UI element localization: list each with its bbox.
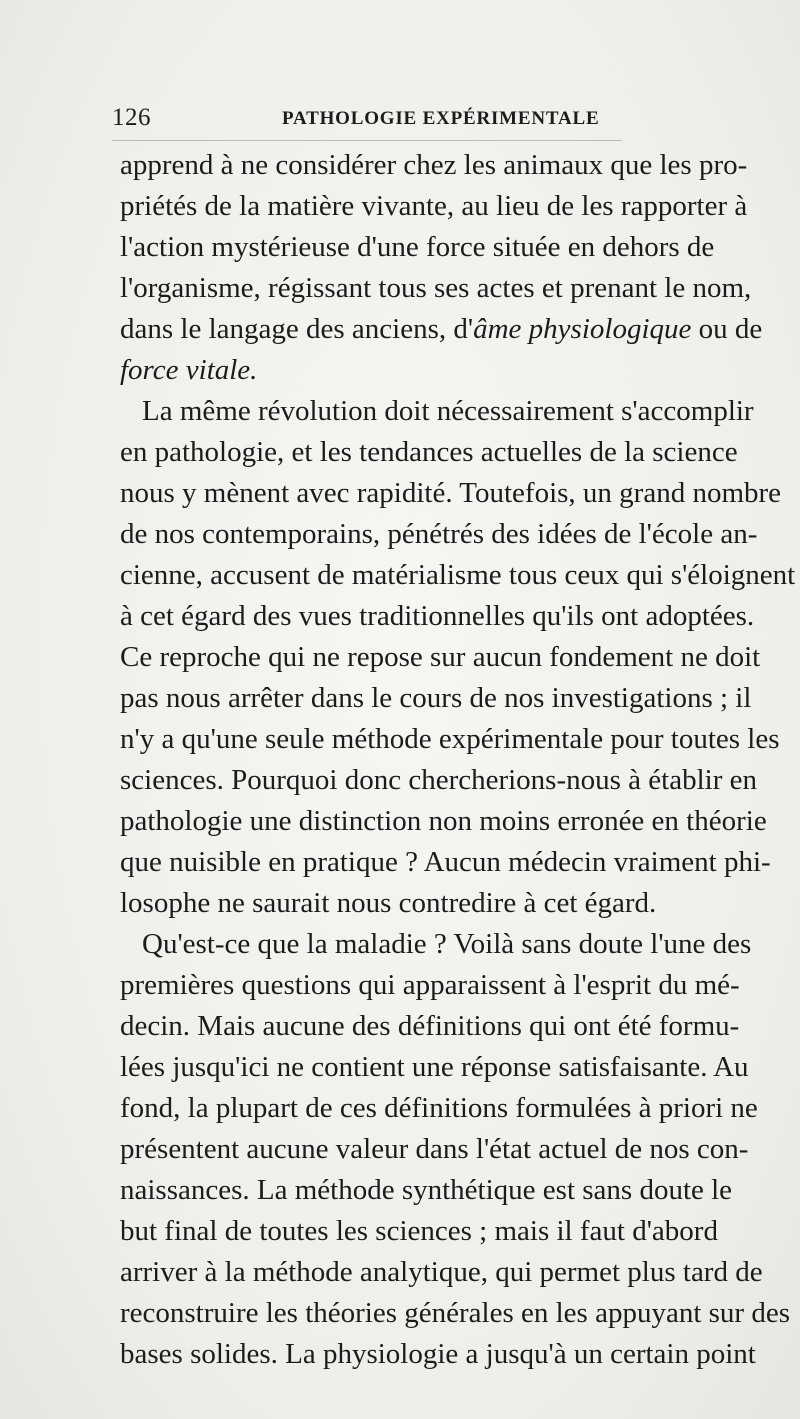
italic-term: force vitale. bbox=[120, 354, 258, 386]
text-line: nous y mènent avec rapidité. Toutefois, un grand nombre bbox=[120, 477, 782, 509]
text-line: en pathologie, et les tendances actuelles de la science bbox=[120, 436, 738, 468]
text-line: but final de toutes les sciences ; mais il faut d'abord bbox=[120, 1215, 718, 1247]
text-line: naissances. La méthode synthétique est sans doute le bbox=[120, 1174, 733, 1206]
text-line: losophe ne saurait nous contredire à cet égard. bbox=[120, 887, 657, 919]
text-line: priétés de la matière vivante, au lieu de les rapporter à bbox=[120, 190, 748, 222]
text-line: fond, la plupart de ces définitions formulées à priori ne bbox=[120, 1092, 758, 1124]
text-line: que nuisible en pratique ? Aucun médecin vraiment phi- bbox=[120, 846, 771, 878]
text-line: Ce reproche qui ne repose sur aucun fondement ne doit bbox=[120, 641, 761, 673]
page-number: 126 bbox=[112, 104, 151, 131]
text-fragment: ou de bbox=[691, 313, 763, 345]
text-line: apprend à ne considérer chez les animaux que les pro- bbox=[120, 149, 748, 181]
text-line: de nos contemporains, pénétrés des idées de l'école an- bbox=[120, 518, 758, 550]
text-line: présentent aucune valeur dans l'état actuel de nos con- bbox=[120, 1133, 749, 1165]
paragraph-start: La même révolution doit nécessairement s'accomplir bbox=[142, 395, 754, 427]
header-rule bbox=[112, 140, 622, 141]
text-line: bases solides. La physiologie a jusqu'à un certain point bbox=[120, 1338, 756, 1370]
paragraph-start: Qu'est-ce que la maladie ? Voilà sans doute l'une des bbox=[142, 928, 752, 960]
text-line: sciences. Pourquoi donc chercherions-nous à établir en bbox=[120, 764, 757, 796]
text-line: n'y a qu'une seule méthode expérimentale pour toutes les bbox=[120, 723, 780, 755]
running-title: PATHOLOGIE EXPÉRIMENTALE bbox=[282, 108, 600, 129]
text-line: l'action mystérieuse d'une force située en dehors de bbox=[120, 231, 715, 263]
text-line: arriver à la méthode analytique, qui permet plus tard de bbox=[120, 1256, 763, 1288]
italic-term: âme physiologique bbox=[473, 313, 692, 345]
text-line: pas nous arrêter dans le cours de nos investigations ; il bbox=[120, 682, 752, 714]
text-line: reconstruire les théories générales en les appuyant sur des bbox=[120, 1297, 790, 1329]
text-line: cienne, accusent de matérialisme tous ceux qui s'éloignent bbox=[120, 559, 796, 591]
text-fragment: dans le langage des anciens, d' bbox=[120, 313, 474, 345]
text-line: à cet égard des vues traditionnelles qu'ils ont adoptées. bbox=[120, 600, 755, 632]
text-line: premières questions qui apparaissent à l'esprit du mé- bbox=[120, 969, 740, 1001]
text-line: lées jusqu'ici ne contient une réponse satisfaisante. Au bbox=[120, 1051, 749, 1083]
page-header bbox=[112, 104, 712, 134]
text-line: pathologie une distinction non moins erronée en théorie bbox=[120, 805, 767, 837]
text-line bbox=[120, 350, 690, 391]
text-line: l'organisme, régissant tous ses actes et prenant le nom, bbox=[120, 272, 752, 304]
text-line bbox=[120, 309, 763, 350]
text-line: decin. Mais aucune des définitions qui ont été formu- bbox=[120, 1010, 740, 1042]
body-text bbox=[120, 145, 796, 1375]
